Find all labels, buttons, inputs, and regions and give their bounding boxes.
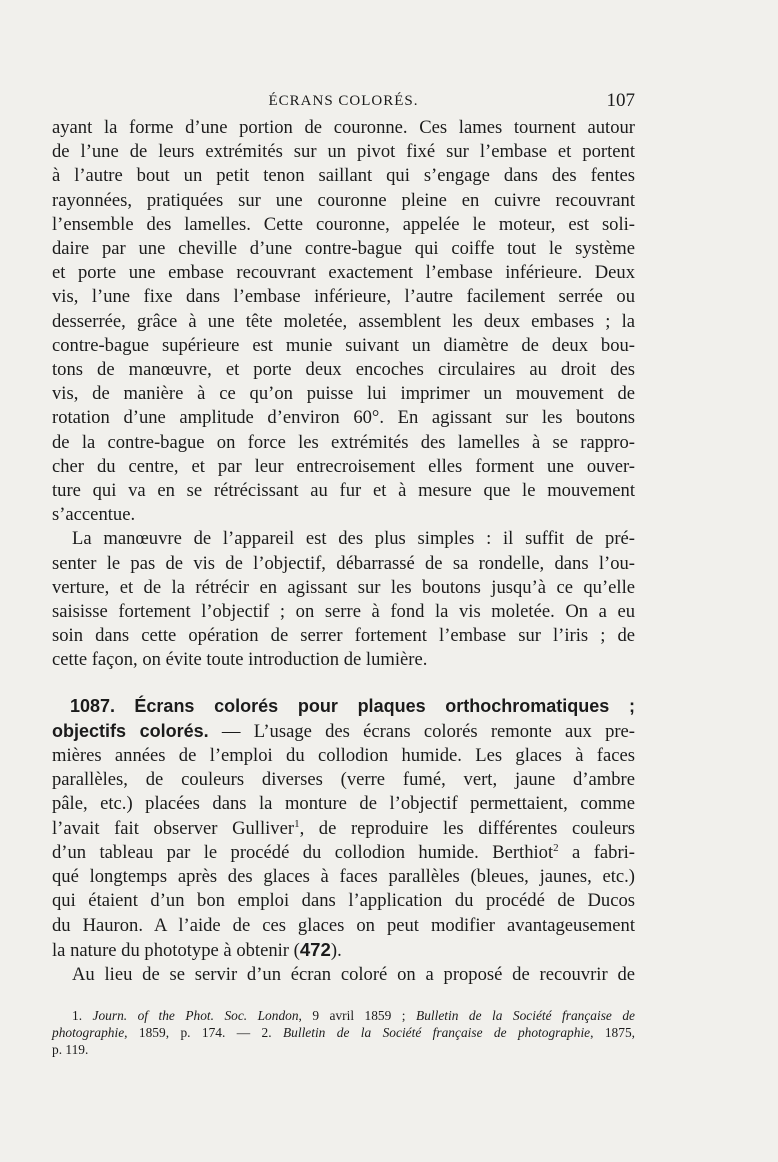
footnote-1-journal: Journ. of the Phot. Soc. London [92, 1008, 299, 1024]
berthiot-rest: a fabri- [558, 841, 635, 863]
paragraph-1 [52, 116, 635, 527]
paragraph-2 [52, 527, 635, 672]
text-line: cher du centre, et par leur entrecroisement elles forment une ouver- [52, 455, 635, 477]
text-line: senter le pas de vis de l’objectif, débarrassé de sa rondelle, dans l’ou- [52, 552, 635, 574]
text-line: contre-bague supérieure est munie suivant un diamètre de deux bou- [52, 334, 635, 356]
footnote-line [52, 1024, 635, 1041]
text-line: La manœuvre de l’appareil est des plus simples : il suffit de pré- [72, 528, 635, 550]
text-line: à l’autre bout un petit tenon saillant qui s’engage dans des fentes [52, 165, 635, 187]
section-text: — L’usage des écrans colorés remonte aux pre- [208, 720, 635, 742]
berthiot-text: d’un tableau par le procédé du collodion humide. Berthiot [52, 841, 554, 863]
text-line: rayonnées, pratiquées sur une couronne pleine en cuivre recouvrant [52, 189, 635, 211]
text-line: Au lieu de se servir d’un écran coloré on a proposé de recouvrir de [72, 963, 635, 985]
phototype-text: la nature du phototype à obtenir ( [52, 939, 300, 961]
text-line: desserrée, grâce à une tête moletée, assemblent les deux embases ; la [52, 310, 635, 332]
footnote-line: p. 119. [52, 1042, 89, 1058]
section-heading-line [52, 694, 635, 719]
text-line: parallèles, de couleurs diverses (verre fumé, vert, jaune d’ambre [52, 769, 635, 791]
text-line: tons de manœuvre, et porte deux encoches circulaires au droit des [52, 359, 635, 381]
text-line: saisisse fortement l’objectif ; on serre à fond la vis moletée. On a eu [52, 601, 635, 623]
paragraph-4 [52, 963, 635, 987]
section-number: 1087. [70, 695, 116, 716]
footnote-ref-2: 2 [553, 841, 559, 854]
document-page [52, 88, 635, 1058]
running-title: ÉCRANS COLORÉS. [268, 93, 419, 109]
section-title: Écrans colorés pour plaques orthochromatiques ; [134, 695, 635, 716]
page-header [52, 88, 635, 116]
footnote-2-year: , 1875, [590, 1025, 635, 1041]
text-line [52, 817, 635, 841]
text-line: verture, et de la rétrécir en agissant sur les boutons jusqu’à ce qu’elle [52, 576, 635, 598]
text-line: qué longtemps après des glaces à faces parallèles (bleues, jaunes, etc.) [52, 866, 635, 888]
text-line: rotation d’une amplitude d’environ 60°. En agissant sur les boutons [52, 407, 635, 429]
footnotes [52, 1007, 635, 1058]
text-line: ture qui va en se rétrécissant au fur et à mesure que le mouvement [52, 480, 635, 502]
text-line: vis, l’une fixe dans l’embase inférieure, l’autre facilement serrée ou [52, 286, 635, 308]
ref-close: ). [330, 939, 342, 961]
section-title-continued: objectifs colorés. [52, 720, 209, 741]
text-line: pâle, etc.) placées dans la monture de l’objectif permettaient, comme [52, 793, 635, 815]
text-line: l’ensemble des lamelles. Cette couronne, appelée le moteur, est soli- [52, 213, 635, 235]
section-1087 [52, 694, 635, 963]
footnote-1-date: , 9 avril 1859 ; [298, 1008, 417, 1024]
footnote-1-bulletin: Bulletin de la Société française de [416, 1008, 635, 1024]
text-line: vis, de manière à ce qu’on puisse lui imprimer un mouvement de [52, 383, 635, 405]
page-number: 107 [606, 90, 635, 111]
text-line: de l’une de leurs extrémités sur un pivot fixé sur l’embase et portent [52, 141, 635, 163]
footnote-2-bulletin: Bulletin de la Société française de photographie [282, 1025, 591, 1041]
gulliver-rest: , de reproduire les différentes couleurs [299, 817, 635, 839]
gulliver-text: l’avait fait observer Gulliver [52, 817, 295, 839]
text-line [52, 841, 635, 865]
text-line: soin dans cette opération de serrer fortement l’embase sur l’iris ; de [52, 625, 635, 647]
text-line: et porte une embase recouvrant exactement l’embase inférieure. Deux [52, 262, 635, 284]
text-line: de la contre-bague on force les extrémités des lamelles à se rappro- [52, 431, 635, 453]
text-line: ayant la forme d’une portion de couronne. Ces lames tournent autour [52, 117, 635, 138]
footnote-ref-1: 1 [294, 817, 300, 830]
text-line: du Hauron. A l’aide de ces glaces on peut modifier avantageusement [52, 914, 635, 936]
text-line: daire par une cheville d’une contre-bague qui coiffe tout le système [52, 238, 635, 260]
footnote-1-bulletin-cont: photographie [52, 1025, 125, 1041]
text-line: mières années de l’emploi du collodion humide. Les glaces à faces [52, 745, 635, 767]
footnote-1-rest: , 1859, p. 174. — 2. [124, 1025, 283, 1041]
cross-reference: 472 [299, 938, 331, 960]
text-line: cette façon, on évite toute introduction de lumière. [52, 649, 428, 671]
footnote-line [52, 1007, 635, 1024]
text-line: s’accentue. [52, 504, 136, 526]
text-line [52, 938, 635, 963]
text-line [52, 719, 635, 744]
text-line: qui étaient d’un bon emploi dans l’application du procédé de Ducos [52, 890, 635, 912]
footnote-1-number: 1. [72, 1008, 83, 1024]
